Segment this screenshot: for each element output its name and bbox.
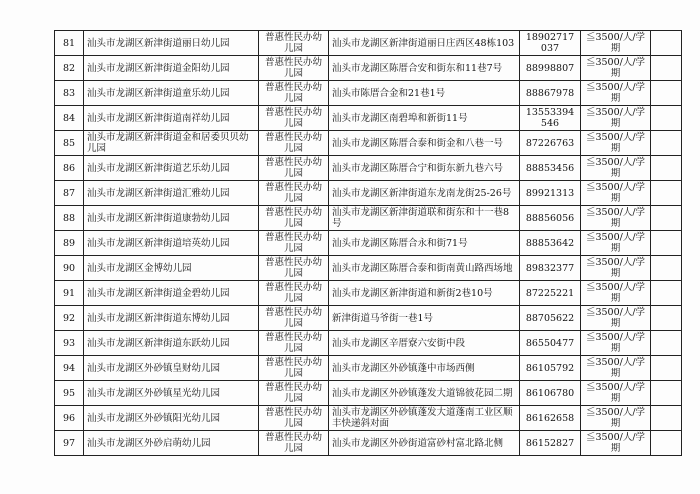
phone-number: 89921313 — [520, 181, 581, 206]
kindergarten-type: 普惠性民办幼儿园 — [259, 281, 329, 306]
kindergarten-table — [54, 30, 682, 456]
kindergarten-type: 普惠性民办幼儿园 — [259, 356, 329, 381]
row-number: 91 — [55, 281, 84, 306]
kindergarten-type: 普惠性民办幼儿园 — [259, 81, 329, 106]
row-number: 92 — [55, 306, 84, 331]
kindergarten-type: 普惠性民办幼儿园 — [259, 106, 329, 131]
fee-standard: ≦3500/人/学期 — [581, 431, 651, 456]
kindergarten-address: 汕头市陈厝合金和21巷1号 — [329, 81, 520, 106]
table-row — [55, 306, 682, 331]
kindergarten-name: 汕头市龙湖区新津街道金碧幼儿园 — [84, 281, 259, 306]
fee-standard: ≦3500/人/学期 — [581, 31, 651, 56]
table-row — [55, 181, 682, 206]
kindergarten-address: 汕头市龙湖区新津街道丽日庄西区48栋103 — [329, 31, 520, 56]
phone-number: 18902717037 — [520, 31, 581, 56]
kindergarten-name: 汕头市龙湖区新津街道南祥幼儿园 — [84, 106, 259, 131]
empty-cell — [651, 381, 682, 406]
kindergarten-address: 汕头市龙湖区陈厝合永和街71号 — [329, 231, 520, 256]
phone-number: 86106780 — [520, 381, 581, 406]
kindergarten-name: 汕头市龙湖区外砂镇皇财幼儿园 — [84, 356, 259, 381]
kindergarten-type: 普惠性民办幼儿园 — [259, 256, 329, 281]
table-row — [55, 156, 682, 181]
fee-standard: ≦3500/人/学期 — [581, 156, 651, 181]
phone-number: 88867978 — [520, 81, 581, 106]
phone-number: 88705622 — [520, 306, 581, 331]
phone-number: 89832377 — [520, 256, 581, 281]
kindergarten-address: 汕头市龙湖区南碧埠和新街11号 — [329, 106, 520, 131]
phone-number: 87226763 — [520, 131, 581, 156]
kindergarten-type: 普惠性民办幼儿园 — [259, 331, 329, 356]
phone-number: 88998807 — [520, 56, 581, 81]
phone-number: 13553394546 — [520, 106, 581, 131]
row-number: 93 — [55, 331, 84, 356]
kindergarten-name: 汕头市龙湖区新津街道童乐幼儿园 — [84, 81, 259, 106]
table-row — [55, 131, 682, 156]
row-number: 88 — [55, 206, 84, 231]
kindergarten-address: 汕头市龙湖区陈厝合泰和街金和八巷一号 — [329, 131, 520, 156]
kindergarten-address: 汕头市龙湖区外砂镇蓬发大道蓬南工业区顺丰快递斜对面 — [329, 406, 520, 431]
phone-number: 86105792 — [520, 356, 581, 381]
kindergarten-type: 普惠性民办幼儿园 — [259, 406, 329, 431]
empty-cell — [651, 156, 682, 181]
table-row — [55, 381, 682, 406]
table-row — [55, 231, 682, 256]
row-number: 83 — [55, 81, 84, 106]
phone-number: 87225221 — [520, 281, 581, 306]
kindergarten-address: 汕头市龙湖区新津街道联和街东和十一巷8号 — [329, 206, 520, 231]
table-row — [55, 256, 682, 281]
kindergarten-name: 汕头市龙湖区新津街道艺乐幼儿园 — [84, 156, 259, 181]
table-row — [55, 431, 682, 456]
row-number: 85 — [55, 131, 84, 156]
empty-cell — [651, 81, 682, 106]
fee-standard: ≦3500/人/学期 — [581, 281, 651, 306]
fee-standard: ≦3500/人/学期 — [581, 331, 651, 356]
empty-cell — [651, 31, 682, 56]
kindergarten-name: 汕头市龙湖区新津街道康勃幼儿园 — [84, 206, 259, 231]
empty-cell — [651, 306, 682, 331]
table-row — [55, 331, 682, 356]
kindergarten-type: 普惠性民办幼儿园 — [259, 306, 329, 331]
kindergarten-address: 汕头市龙湖区陈厝合安和街东和11巷7号 — [329, 56, 520, 81]
kindergarten-name: 汕头市龙湖区新津街道东博幼儿园 — [84, 306, 259, 331]
kindergarten-name: 汕头市龙湖区外砂启萌幼儿园 — [84, 431, 259, 456]
empty-cell — [651, 56, 682, 81]
kindergarten-address: 新津街道马爷街一巷1号 — [329, 306, 520, 331]
kindergarten-type: 普惠性民办幼儿园 — [259, 131, 329, 156]
kindergarten-address: 汕头市龙湖区新津街道和新街2巷10号 — [329, 281, 520, 306]
empty-cell — [651, 181, 682, 206]
phone-number: 88853642 — [520, 231, 581, 256]
kindergarten-type: 普惠性民办幼儿园 — [259, 431, 329, 456]
row-number: 86 — [55, 156, 84, 181]
row-number: 97 — [55, 431, 84, 456]
kindergarten-address: 汕头市龙湖区外砂镇蓬中市场西侧 — [329, 356, 520, 381]
kindergarten-name: 汕头市龙湖区新津街道汇雅幼儿园 — [84, 181, 259, 206]
fee-standard: ≦3500/人/学期 — [581, 306, 651, 331]
table-row — [55, 106, 682, 131]
kindergarten-address: 汕头市龙湖区陈厝合泰和街南黄山路西场地 — [329, 256, 520, 281]
fee-standard: ≦3500/人/学期 — [581, 56, 651, 81]
fee-standard: ≦3500/人/学期 — [581, 131, 651, 156]
kindergarten-address: 汕头市龙湖区新津街道东龙南龙街25-26号 — [329, 181, 520, 206]
empty-cell — [651, 406, 682, 431]
phone-number: 86550477 — [520, 331, 581, 356]
row-number: 81 — [55, 31, 84, 56]
kindergarten-address: 汕头市龙湖区外砂街道富砂村富北路北侧 — [329, 431, 520, 456]
row-number: 82 — [55, 56, 84, 81]
kindergarten-type: 普惠性民办幼儿园 — [259, 206, 329, 231]
phone-number: 88853456 — [520, 156, 581, 181]
fee-standard: ≦3500/人/学期 — [581, 231, 651, 256]
kindergarten-name: 汕头市龙湖区外砂镇阳光幼儿园 — [84, 406, 259, 431]
empty-cell — [651, 231, 682, 256]
row-number: 95 — [55, 381, 84, 406]
kindergarten-type: 普惠性民办幼儿园 — [259, 156, 329, 181]
table-body — [55, 31, 682, 456]
kindergarten-address: 汕头市龙湖区陈厝合宁和街东新九巷六号 — [329, 156, 520, 181]
empty-cell — [651, 256, 682, 281]
table-row — [55, 356, 682, 381]
table-row — [55, 31, 682, 56]
table-row — [55, 281, 682, 306]
row-number: 89 — [55, 231, 84, 256]
kindergarten-type: 普惠性民办幼儿园 — [259, 231, 329, 256]
fee-standard: ≦3500/人/学期 — [581, 181, 651, 206]
row-number: 90 — [55, 256, 84, 281]
fee-standard: ≦3500/人/学期 — [581, 381, 651, 406]
phone-number: 86152827 — [520, 431, 581, 456]
fee-standard: ≦3500/人/学期 — [581, 106, 651, 131]
kindergarten-name: 汕头市龙湖区新津街道金阳幼儿园 — [84, 56, 259, 81]
phone-number: 86162658 — [520, 406, 581, 431]
kindergarten-type: 普惠性民办幼儿园 — [259, 31, 329, 56]
kindergarten-address: 汕头市龙湖区辛厝寮六安街中段 — [329, 331, 520, 356]
empty-cell — [651, 331, 682, 356]
empty-cell — [651, 206, 682, 231]
phone-number: 88856056 — [520, 206, 581, 231]
kindergarten-name: 汕头市龙湖区新津街道培英幼儿园 — [84, 231, 259, 256]
empty-cell — [651, 106, 682, 131]
kindergarten-name: 汕头市龙湖区新津街道金和居委贝贝幼儿园 — [84, 131, 259, 156]
fee-standard: ≦3500/人/学期 — [581, 356, 651, 381]
empty-cell — [651, 131, 682, 156]
empty-cell — [651, 356, 682, 381]
fee-standard: ≦3500/人/学期 — [581, 81, 651, 106]
kindergarten-name: 汕头市龙湖区新津街道丽日幼儿园 — [84, 31, 259, 56]
row-number: 96 — [55, 406, 84, 431]
kindergarten-name: 汕头市龙湖区金博幼儿园 — [84, 256, 259, 281]
kindergarten-type: 普惠性民办幼儿园 — [259, 56, 329, 81]
row-number: 84 — [55, 106, 84, 131]
fee-standard: ≦3500/人/学期 — [581, 206, 651, 231]
empty-cell — [651, 281, 682, 306]
table-row — [55, 81, 682, 106]
kindergarten-address: 汕头市龙湖区外砂镇蓬发大道锦彼花园二期 — [329, 381, 520, 406]
row-number: 94 — [55, 356, 84, 381]
kindergarten-type: 普惠性民办幼儿园 — [259, 381, 329, 406]
kindergarten-type: 普惠性民办幼儿园 — [259, 181, 329, 206]
fee-standard: ≦3500/人/学期 — [581, 256, 651, 281]
empty-cell — [651, 431, 682, 456]
table-row — [55, 406, 682, 431]
row-number: 87 — [55, 181, 84, 206]
kindergarten-name: 汕头市龙湖区外砂镇星光幼儿园 — [84, 381, 259, 406]
table-row — [55, 56, 682, 81]
table-row — [55, 206, 682, 231]
kindergarten-name: 汕头市龙湖区新津街道东跃幼儿园 — [84, 331, 259, 356]
fee-standard: ≦3500/人/学期 — [581, 406, 651, 431]
